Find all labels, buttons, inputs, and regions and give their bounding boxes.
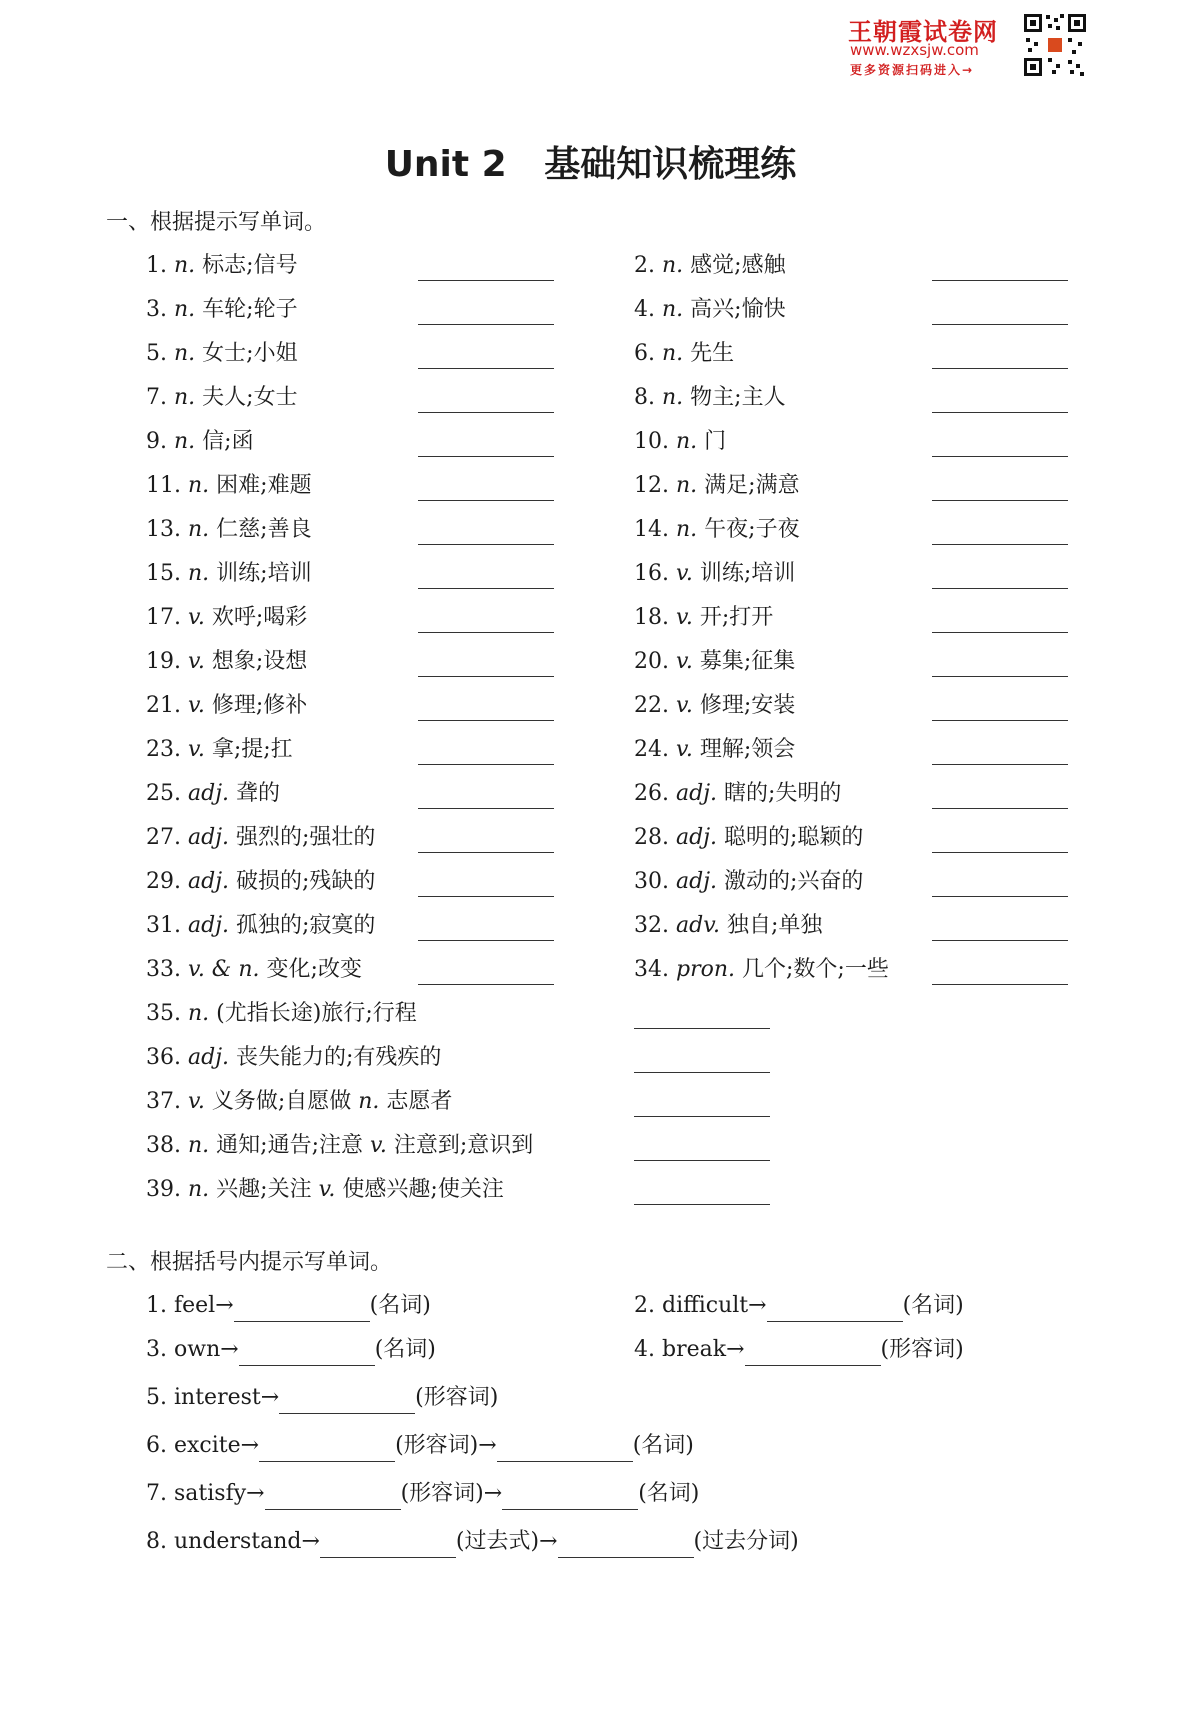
answer-blank[interactable] [634, 1042, 770, 1073]
answer-blank[interactable] [932, 250, 1068, 281]
item-number: 37. [146, 1089, 181, 1114]
part-of-speech: adj. [188, 781, 230, 806]
item-number: 4. [634, 297, 655, 322]
answer-blank[interactable] [932, 514, 1068, 545]
answer-blank[interactable] [418, 470, 554, 501]
part-of-speech: n. [174, 429, 196, 454]
item-number: 17. [146, 605, 181, 630]
vocab-item [634, 558, 795, 590]
answer-blank[interactable] [932, 602, 1068, 633]
vocab-item [634, 294, 786, 326]
part-of-speech: n. [676, 517, 698, 542]
part-of-speech: v. [188, 605, 205, 630]
arrow-icon: → [240, 1433, 260, 1458]
vocab-item [146, 1130, 533, 1162]
part-of-speech: n. [174, 253, 196, 278]
arrow-icon: → [726, 1337, 745, 1362]
answer-blank[interactable] [320, 1529, 456, 1558]
vocab-item [146, 602, 307, 634]
item-number: 8. [146, 1529, 167, 1554]
item-number: 18. [634, 605, 669, 630]
word-form-item [634, 1290, 964, 1322]
item-number: 9. [146, 429, 167, 454]
arrow-icon: → [539, 1529, 558, 1554]
word-form-item [146, 1334, 436, 1366]
vocab-item [634, 514, 800, 546]
arrow-icon: → [215, 1293, 234, 1318]
answer-blank[interactable] [932, 470, 1068, 501]
item-meaning: 女士;小姐 [202, 341, 298, 366]
answer-blank[interactable] [634, 1174, 770, 1205]
item-number: 34. [634, 957, 669, 982]
vocab-item [146, 1042, 441, 1074]
word-form-item [634, 1334, 964, 1366]
vocab-item [146, 470, 312, 502]
hint-label: (过去分词) [693, 1529, 799, 1554]
part-of-speech: v. [676, 561, 693, 586]
vocab-item [146, 1174, 504, 1206]
answer-blank[interactable] [932, 338, 1068, 369]
item-number: 27. [146, 825, 181, 850]
item-number: 22. [634, 693, 669, 718]
item-meaning: 瞎的;失明的 [724, 781, 842, 806]
part-of-speech: v. [676, 693, 693, 718]
answer-blank[interactable] [279, 1385, 415, 1414]
item-number: 8. [634, 385, 655, 410]
item-meaning: 标志;信号 [202, 253, 298, 278]
answer-blank[interactable] [418, 954, 554, 985]
title-unit: Unit 2 [384, 144, 507, 185]
arrow-icon: → [220, 1337, 239, 1362]
item-number: 33. [146, 957, 181, 982]
part-of-speech: n. [676, 473, 698, 498]
answer-blank[interactable] [418, 602, 554, 633]
vocab-item [146, 646, 307, 678]
title-topic: 基础知识梳理练 [544, 144, 797, 185]
answer-blank[interactable] [418, 866, 554, 897]
base-word: break [662, 1337, 727, 1362]
vocab-item [146, 778, 280, 810]
part-of-speech-2: v. [318, 1177, 336, 1202]
item-meaning: 修理;安装 [699, 693, 796, 718]
item-meaning: 聋的 [236, 781, 281, 806]
item-meaning: 训练;培训 [216, 561, 312, 586]
vocab-item [634, 866, 863, 898]
answer-blank[interactable] [418, 690, 554, 721]
answer-blank[interactable] [634, 1130, 770, 1161]
word-form-item [146, 1290, 431, 1322]
item-number: 26. [634, 781, 669, 806]
item-number: 3. [146, 297, 167, 322]
vocab-item [634, 822, 863, 854]
item-number: 12. [634, 473, 669, 498]
vocab-item [634, 778, 841, 810]
part-of-speech: n. [174, 297, 196, 322]
answer-blank[interactable] [418, 558, 554, 589]
item-number: 7. [146, 385, 167, 410]
vocab-item [146, 734, 293, 766]
vocab-item [146, 954, 362, 986]
item-meaning-2: 志愿者 [386, 1089, 453, 1114]
item-number: 36. [146, 1045, 181, 1070]
part-of-speech: n. [662, 253, 684, 278]
item-number: 5. [146, 1385, 167, 1410]
part-of-speech: v. [676, 649, 693, 674]
part-of-speech: v. & n. [188, 957, 260, 982]
hint-label: (形容词) [395, 1433, 479, 1458]
arrow-icon: → [748, 1293, 767, 1318]
answer-blank[interactable] [418, 426, 554, 457]
vocab-item [634, 734, 795, 766]
answer-blank[interactable] [239, 1337, 375, 1366]
item-meaning: 变化;改变 [266, 957, 362, 982]
hint-label: (名词) [902, 1293, 964, 1318]
base-word: feel [174, 1293, 216, 1318]
vocab-item [146, 866, 375, 898]
item-meaning: 先生 [690, 341, 735, 366]
item-meaning: 几个;数个;一些 [742, 957, 889, 982]
item-number: 10. [634, 429, 669, 454]
vocab-item [634, 646, 795, 678]
answer-blank[interactable] [418, 646, 554, 677]
item-number: 2. [634, 253, 655, 278]
item-meaning: 孤独的;寂寞的 [236, 913, 376, 938]
part-of-speech: n. [188, 1001, 210, 1026]
answer-blank[interactable] [418, 294, 554, 325]
part-of-speech: n. [188, 1177, 210, 1202]
item-meaning-2: 使感兴趣;使关注 [342, 1177, 504, 1202]
answer-blank[interactable] [932, 426, 1068, 457]
item-meaning: (尤指长途)旅行;行程 [216, 1001, 417, 1026]
part-of-speech: v. [676, 737, 693, 762]
answer-blank[interactable] [418, 338, 554, 369]
base-word: understand [174, 1529, 302, 1554]
hint-label: (名词) [369, 1293, 431, 1318]
item-meaning: 训练;培训 [699, 561, 796, 586]
answer-blank[interactable] [932, 778, 1068, 809]
item-meaning-2: 注意到;意识到 [393, 1133, 534, 1158]
part-of-speech: adj. [676, 869, 718, 894]
item-number: 32. [634, 913, 669, 938]
item-meaning: 丧失能力的;有残疾的 [236, 1045, 442, 1070]
vocab-item [634, 954, 889, 986]
vocab-item [146, 250, 298, 282]
item-meaning: 夫人;女士 [202, 385, 298, 410]
vocab-item [634, 250, 786, 282]
vocab-item [634, 338, 734, 370]
hint-label: (过去式) [455, 1529, 540, 1554]
answer-blank[interactable] [634, 1086, 770, 1117]
item-meaning: 募集;征集 [699, 649, 796, 674]
vocab-item [146, 382, 298, 414]
part-of-speech: n. [188, 1133, 210, 1158]
part-of-speech: adj. [188, 913, 230, 938]
item-number: 19. [146, 649, 181, 674]
hint-label: (名词) [638, 1481, 700, 1506]
item-meaning: 午夜;子夜 [704, 517, 800, 542]
vocab-item [146, 338, 298, 370]
section1-heading: 一、根据提示写单词。 [106, 210, 327, 235]
answer-blank[interactable] [418, 514, 554, 545]
item-meaning: 修理;修补 [211, 693, 308, 718]
answer-blank[interactable] [418, 734, 554, 765]
item-number: 7. [146, 1481, 167, 1506]
vocab-item [146, 690, 307, 722]
item-meaning: 物主;主人 [690, 385, 786, 410]
part-of-speech: n. [188, 473, 210, 498]
watermark [848, 12, 1088, 82]
item-meaning: 强烈的;强壮的 [236, 825, 376, 850]
item-meaning: 开;打开 [699, 605, 774, 630]
vocab-item [634, 690, 795, 722]
answer-blank[interactable] [418, 250, 554, 281]
part-of-speech: adv. [676, 913, 721, 938]
vocab-item [146, 910, 375, 942]
item-meaning: 满足;满意 [704, 473, 800, 498]
part-of-speech: n. [662, 341, 684, 366]
answer-blank[interactable] [418, 778, 554, 809]
item-meaning: 理解;领会 [699, 737, 796, 762]
base-word: difficult [662, 1293, 749, 1318]
part-of-speech: v. [188, 737, 205, 762]
answer-blank[interactable] [634, 998, 770, 1029]
part-of-speech: adj. [188, 825, 230, 850]
watermark-scan-text: 更多资源扫码进入→ [850, 63, 975, 77]
page-title [0, 136, 1181, 187]
vocab-item [146, 294, 298, 326]
hint-label: (形容词) [415, 1385, 499, 1410]
item-number: 11. [146, 473, 181, 498]
section2-heading: 二、根据括号内提示写单词。 [106, 1250, 393, 1275]
item-meaning: 信;函 [202, 429, 254, 454]
part-of-speech: adj. [188, 1045, 230, 1070]
answer-blank[interactable] [502, 1481, 638, 1510]
part-of-speech: v. [676, 605, 693, 630]
part-of-speech-2: n. [358, 1089, 380, 1114]
item-number: 6. [634, 341, 655, 366]
part-of-speech: n. [662, 297, 684, 322]
vocab-item [634, 426, 726, 458]
item-number: 30. [634, 869, 669, 894]
item-number: 1. [146, 1293, 167, 1318]
answer-blank[interactable] [932, 382, 1068, 413]
part-of-speech: adj. [676, 825, 718, 850]
item-meaning: 仁慈;善良 [216, 517, 312, 542]
item-number: 28. [634, 825, 669, 850]
item-meaning: 想象;设想 [211, 649, 308, 674]
item-meaning: 义务做;自愿做 [211, 1089, 352, 1114]
part-of-speech: n. [676, 429, 698, 454]
base-word: satisfy [174, 1481, 247, 1506]
vocab-item [634, 602, 773, 634]
vocab-item [146, 514, 312, 546]
vocab-item [634, 910, 822, 942]
item-number: 38. [146, 1133, 181, 1158]
item-number: 24. [634, 737, 669, 762]
vocab-item [634, 382, 786, 414]
qr-code-icon [1022, 12, 1088, 78]
item-meaning: 感觉;感触 [690, 253, 786, 278]
part-of-speech: adj. [188, 869, 230, 894]
vocab-item [146, 998, 417, 1030]
item-number: 3. [146, 1337, 167, 1362]
item-meaning: 兴趣;关注 [216, 1177, 312, 1202]
answer-blank[interactable] [932, 690, 1068, 721]
item-number: 20. [634, 649, 669, 674]
word-form-item [146, 1478, 699, 1510]
answer-blank[interactable] [558, 1529, 694, 1558]
item-number: 35. [146, 1001, 181, 1026]
item-number: 5. [146, 341, 167, 366]
part-of-speech: n. [188, 561, 210, 586]
item-meaning: 激动的;兴奋的 [724, 869, 864, 894]
base-word: excite [174, 1433, 241, 1458]
item-meaning: 拿;提;扛 [211, 737, 293, 762]
word-form-item [146, 1430, 694, 1462]
item-number: 21. [146, 693, 181, 718]
base-word: interest [174, 1385, 261, 1410]
item-meaning: 通知;通告;注意 [216, 1133, 363, 1158]
answer-blank[interactable] [932, 866, 1068, 897]
answer-blank[interactable] [932, 822, 1068, 853]
item-meaning: 欢呼;喝彩 [211, 605, 308, 630]
item-number: 13. [146, 517, 181, 542]
arrow-icon: → [246, 1481, 265, 1506]
item-number: 23. [146, 737, 181, 762]
answer-blank[interactable] [265, 1481, 401, 1510]
hint-label: (形容词) [880, 1337, 964, 1362]
word-form-item [146, 1526, 799, 1558]
answer-blank[interactable] [234, 1293, 370, 1322]
watermark-url: www.wzxsjw.com [850, 41, 979, 59]
answer-blank[interactable] [932, 558, 1068, 589]
vocab-item [146, 426, 254, 458]
item-meaning: 门 [704, 429, 727, 454]
part-of-speech: pron. [676, 957, 736, 982]
item-number: 25. [146, 781, 181, 806]
item-meaning: 破损的;残缺的 [236, 869, 376, 894]
arrow-icon: → [478, 1433, 497, 1458]
answer-blank[interactable] [418, 910, 554, 941]
vocab-item [146, 822, 375, 854]
item-number: 16. [634, 561, 669, 586]
answer-blank[interactable] [418, 822, 554, 853]
item-number: 14. [634, 517, 669, 542]
item-number: 29. [146, 869, 181, 894]
arrow-icon: → [260, 1385, 280, 1410]
arrow-icon: → [483, 1481, 503, 1506]
word-form-item [146, 1382, 498, 1414]
item-number: 31. [146, 913, 181, 938]
part-of-speech-2: v. [370, 1133, 387, 1158]
answer-blank[interactable] [932, 910, 1068, 941]
hint-label: (名词) [632, 1433, 694, 1458]
item-meaning: 聪明的;聪颖的 [724, 825, 864, 850]
answer-blank[interactable] [932, 646, 1068, 677]
answer-blank[interactable] [418, 382, 554, 413]
part-of-speech: adj. [676, 781, 718, 806]
base-word: own [174, 1337, 221, 1362]
item-meaning: 车轮;轮子 [202, 297, 298, 322]
item-number: 39. [146, 1177, 181, 1202]
answer-blank[interactable] [497, 1433, 633, 1462]
answer-blank[interactable] [932, 954, 1068, 985]
vocab-item [146, 1086, 452, 1118]
part-of-speech: v. [188, 693, 205, 718]
part-of-speech: n. [174, 341, 196, 366]
item-number: 2. [634, 1293, 655, 1318]
item-number: 15. [146, 561, 181, 586]
hint-label: (形容词) [400, 1481, 484, 1506]
part-of-speech: n. [188, 517, 210, 542]
watermark-brand: 王朝霞试卷网 [848, 18, 998, 46]
part-of-speech: v. [188, 1089, 205, 1114]
answer-blank[interactable] [745, 1337, 881, 1366]
item-number: 4. [634, 1337, 655, 1362]
part-of-speech: v. [188, 649, 205, 674]
answer-blank[interactable] [259, 1433, 395, 1462]
hint-label: (名词) [374, 1337, 436, 1362]
answer-blank[interactable] [932, 734, 1068, 765]
item-meaning: 高兴;愉快 [690, 297, 786, 322]
item-meaning: 独自;单独 [727, 913, 823, 938]
vocab-item [146, 558, 312, 590]
item-number: 6. [146, 1433, 167, 1458]
arrow-icon: → [301, 1529, 320, 1554]
vocab-item [634, 470, 800, 502]
answer-blank[interactable] [932, 294, 1068, 325]
answer-blank[interactable] [767, 1293, 903, 1322]
part-of-speech: n. [662, 385, 684, 410]
item-number: 1. [146, 253, 167, 278]
item-meaning: 困难;难题 [216, 473, 312, 498]
part-of-speech: n. [174, 385, 196, 410]
